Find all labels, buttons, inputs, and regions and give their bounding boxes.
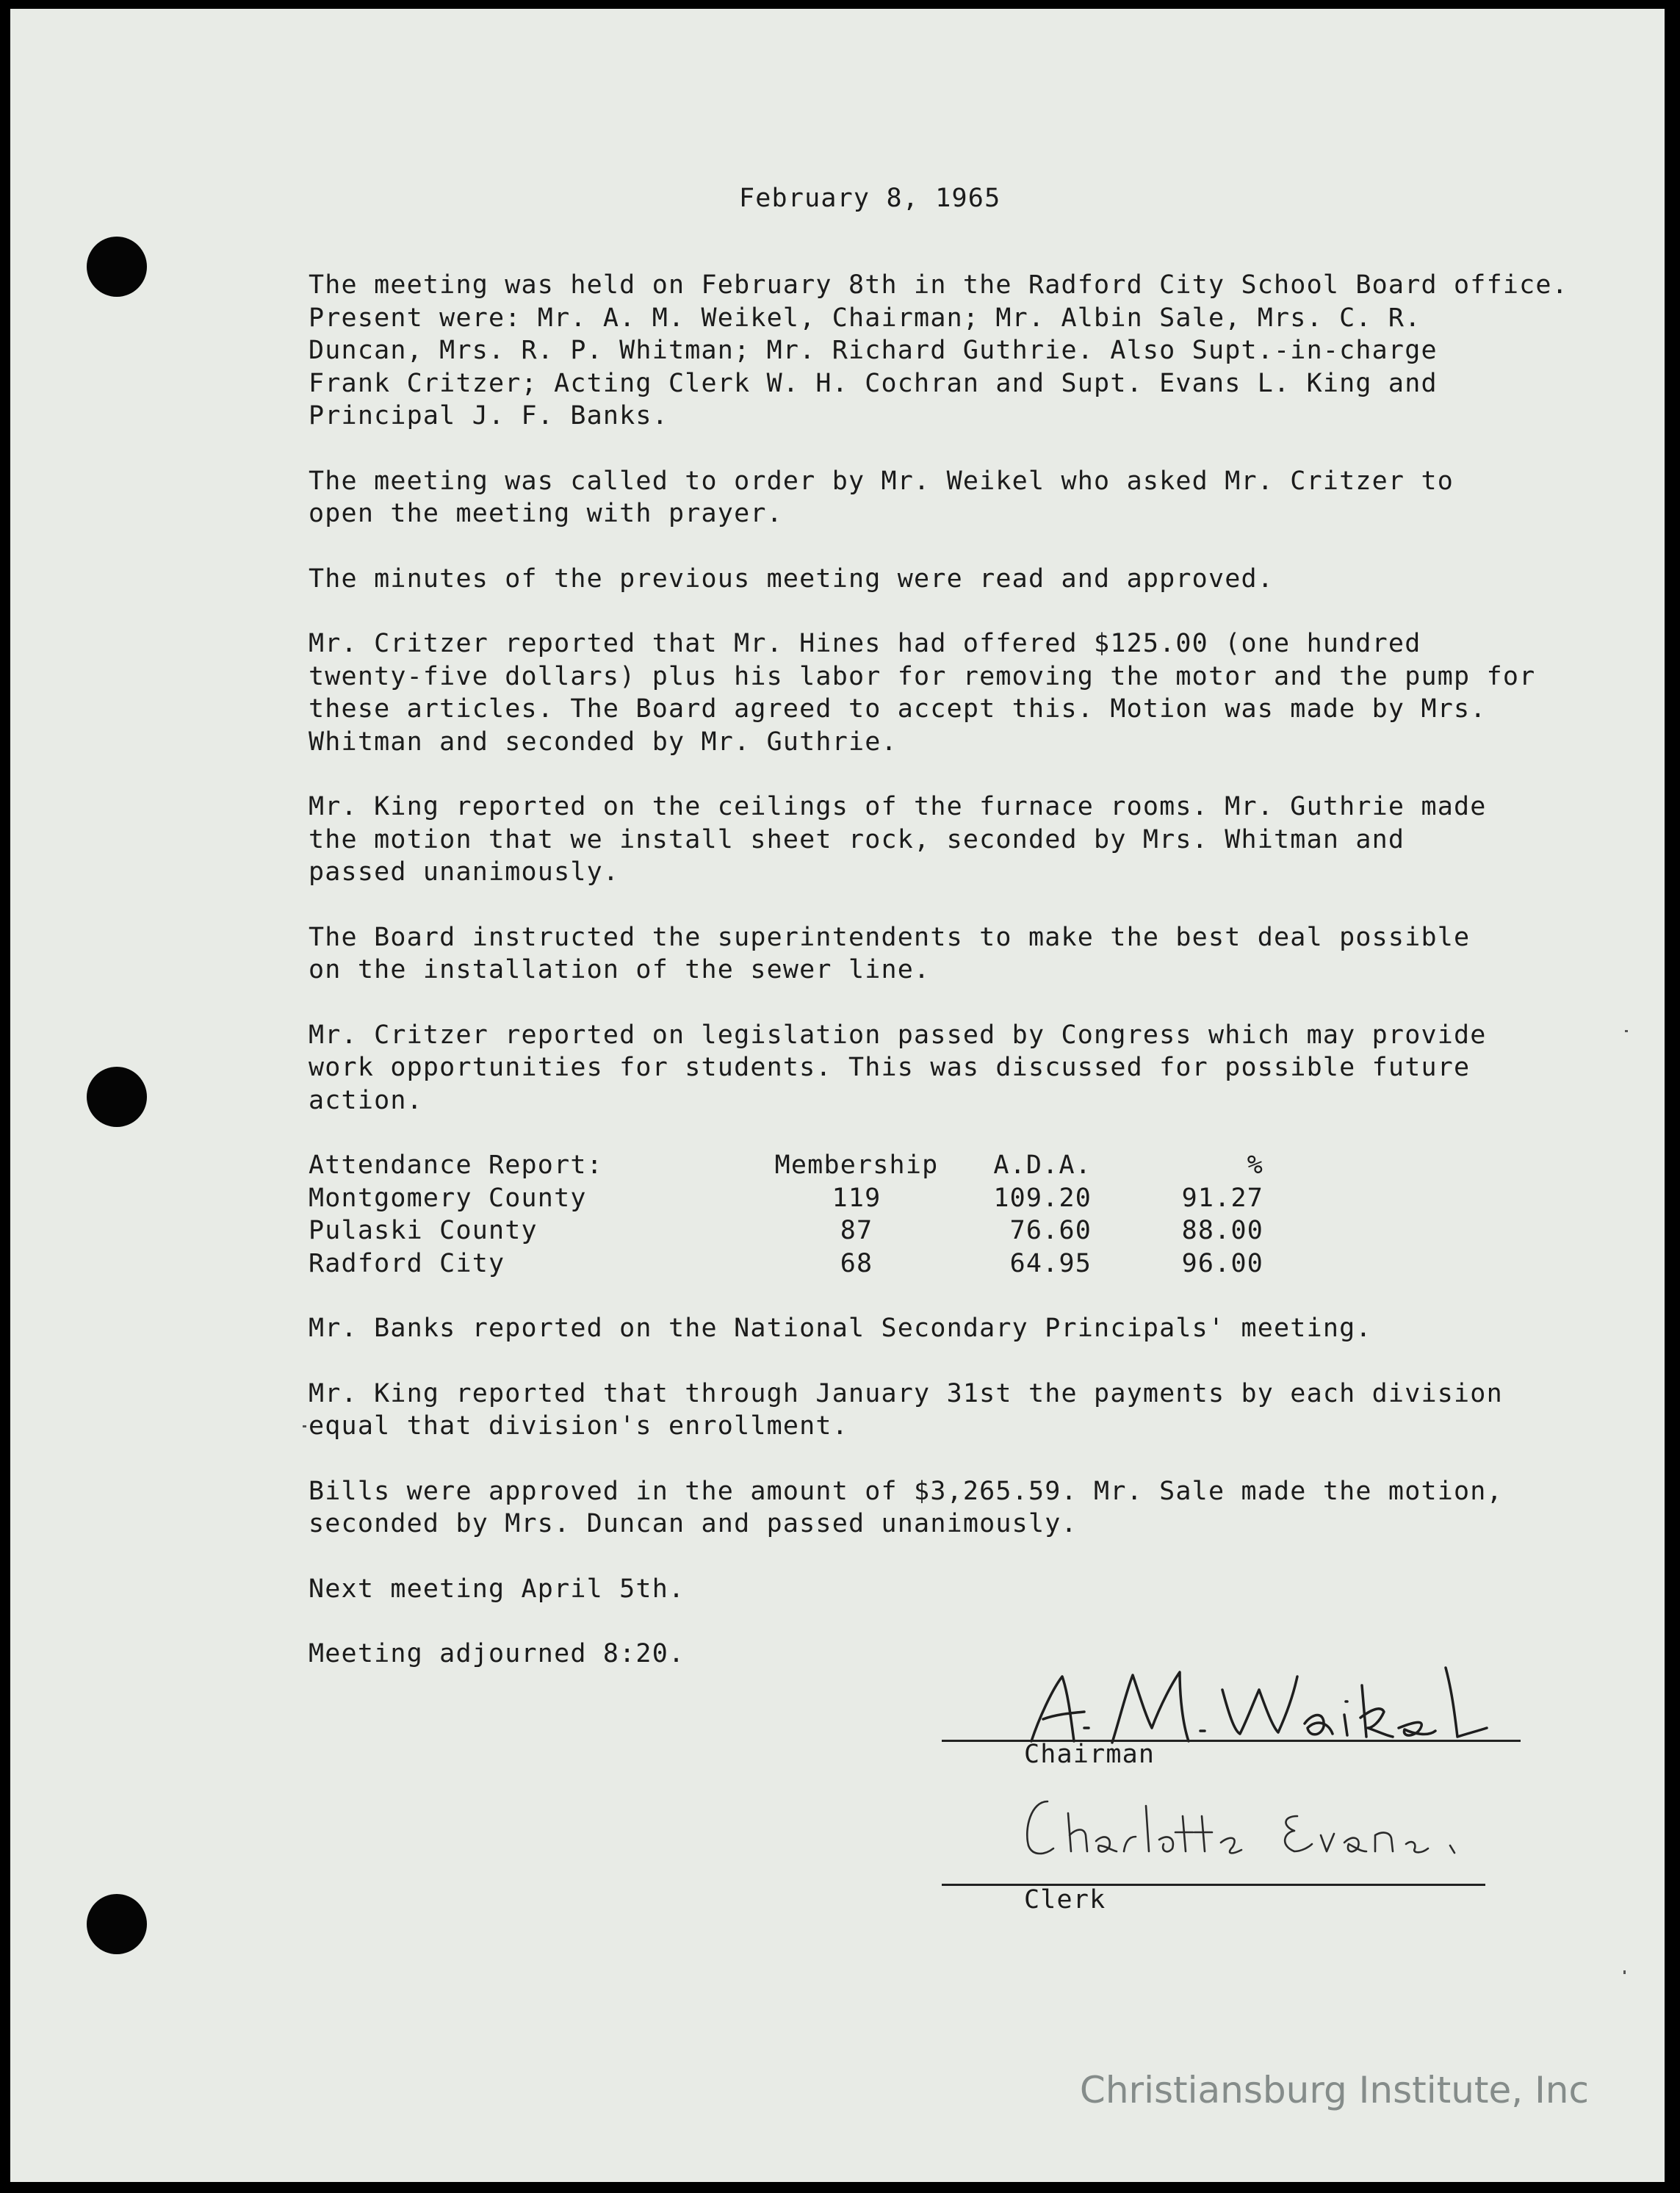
chairman-label: Chairman [1024,1740,1156,1769]
paragraph-furnace-ceilings: Mr. King reported on the ceilings of the furnace rooms. Mr. Guthrie made the motion that we install sheet rock, seconded by Mrs. Whitman and passed unanimously. [309,792,1487,887]
attendance-cell: 119 [832,1183,882,1213]
paragraph-hines-offer: Mr. Critzer reported that Mr. Hines had offered $125.00 (one hundred twenty-five dollars) plus his labor for removing the motor and the pump for these articles. The Board agreed to accept this. Motion was made by Mrs. Whitman and seconded by Mr. Guthrie. [309,629,1536,757]
attendance-cell: 64.95 [1009,1248,1092,1278]
attendance-cell: Radford City [309,1248,505,1278]
paragraph-bills: Bills were approved in the amount of $3,265.59. Mr. Sale made the motion, seconded by Mrs. Duncan and passed unanimously. [309,1476,1503,1538]
paragraph-adjourned: Meeting adjourned 8:20. [309,1639,685,1668]
paper-speck [1625,1030,1628,1032]
attendance-cell: Pulaski County [309,1216,538,1245]
paragraph-minutes-approved: The minutes of the previous meeting were read and approved. [309,563,1275,594]
attendance-header: % [1247,1150,1263,1180]
paper-speck [1623,1970,1626,1974]
clerk-signature-line [942,1884,1485,1886]
attendance-cell: 76.60 [1009,1216,1092,1245]
attendance-header-row [309,1149,1263,1182]
attendance-header: A.D.A. [993,1150,1092,1180]
watermark: Christiansburg Institute, Inc [1079,2069,1589,2111]
attendance-row [309,1182,1263,1215]
paragraph-next-meeting: Next meeting April 5th. [309,1574,685,1604]
attendance-table [309,1149,1263,1280]
attendance-cell: 68 [840,1248,873,1278]
attendance-cell: 88.00 [1181,1216,1263,1245]
clerk-label: Clerk [1024,1885,1106,1915]
binder-hole-bottom [87,1894,147,1954]
attendance-row [309,1214,1263,1247]
attendance-row [309,1247,1263,1281]
attendance-cell: 87 [840,1216,873,1245]
attendance-cell: 109.20 [993,1183,1092,1213]
binder-hole-middle [87,1067,147,1127]
paper-speck [303,1425,306,1427]
paragraph-legislation: Mr. Critzer reported on legislation passed by Congress which may provide work opportunities for students. This was discussed for possible future action. [309,1020,1487,1115]
minutes-body [309,269,1616,1703]
attendance-header: Attendance Report: [309,1150,603,1180]
document-page [10,9,1665,2182]
attendance-cell: 96.00 [1181,1248,1263,1278]
paragraph-banks-report: Mr. Banks reported on the National Secondary Principals' meeting. [309,1314,1372,1343]
clerk-signature [1009,1784,1582,1865]
paragraph-sewer-line: The Board instructed the superintendents to make the best deal possible on the installation of the sewer line. [309,922,1471,984]
attendance-cell: 91.27 [1181,1183,1263,1213]
attendance-header: Membership [774,1150,939,1180]
paragraph-attendees: The meeting was held on February 8th in the Radford City School Board office. Present were: Mr. A. M. Weikel, Chairman; Mr. Albin Sale, Mrs. C. R. Duncan, Mrs. R. P. Whitman; Mr. Richard Guthrie. Also Supt.-in-charge Frank Critzer; Acting Clerk W. H. Cochran and Supt. Evans L. King and Principal J. F. Banks. [309,270,1568,431]
attendance-cell: Montgomery County [309,1183,587,1213]
binder-hole-top [87,237,147,297]
paragraph-payments: Mr. King reported that through January 31st the payments by each division equal that division's enrollment. [309,1378,1503,1441]
paragraph-call-to-order: The meeting was called to order by Mr. Weikel who asked Mr. Critzer to open the meeting with prayer. [309,466,1454,528]
document-date: February 8, 1965 [739,184,1001,213]
